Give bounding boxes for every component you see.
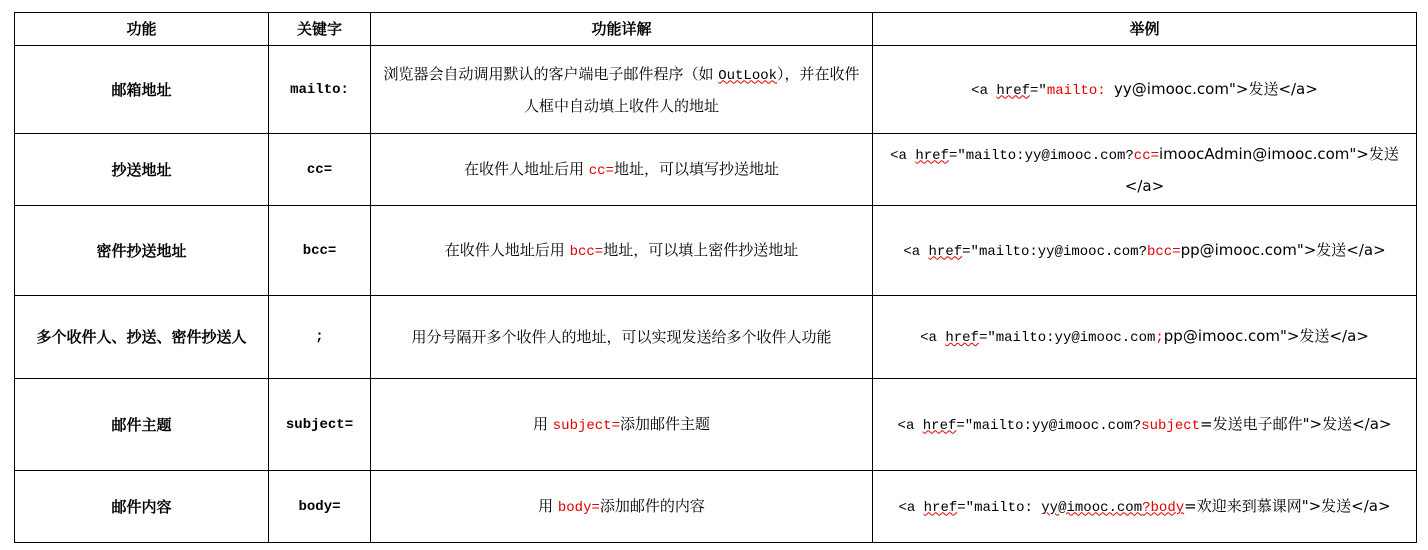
function-cell: 邮箱地址 [15,46,269,134]
text-segment: 在收件人地址后用 [463,159,589,178]
text-segment: <a [920,330,946,346]
header-row [15,13,1417,46]
text-segment: 地址，可以填上密件抄送地址 [603,240,799,259]
text-segment: =欢迎来到慕课网">发送</a> [1184,496,1391,515]
text-segment: href [945,330,979,346]
table-row [15,206,1417,296]
text-segment: href [922,417,957,434]
keyword-cell: bcc= [269,206,371,296]
text-segment: 地址，可以填写抄送地址 [613,159,779,178]
text-segment: 在收件人地址后用 [444,240,570,259]
text-segment: imoocAdmin@imooc.com">发送</a> [1124,144,1399,195]
description-cell [371,296,873,379]
description-cell [371,206,873,296]
text-segment: <a [971,82,997,99]
text-segment: pp@imooc.com">发送</a> [1163,327,1369,345]
mailto-reference-table [14,12,1417,543]
description-cell [371,471,873,543]
text-segment: href [996,82,1030,99]
table-row [15,471,1417,543]
text-segment: 添加邮件主题 [619,414,710,433]
highlighted-text: cc= [1133,147,1160,164]
text-segment: 添加邮件的内容 [599,496,705,515]
function-cell: 密件抄送地址 [15,206,269,296]
text-segment: 用分号隔开多个收件人的地址，可以实现发送给多个收件人功能 [411,328,832,346]
table-row [15,134,1417,206]
text-segment: ="mailto:yy@imooc.com? [962,243,1147,260]
example-cell [873,134,1417,206]
text-segment: pp@imooc.com">发送</a> [1180,240,1386,259]
example-cell [873,471,1417,543]
keyword-cell: cc= [269,134,371,206]
description-cell [371,46,873,134]
text-segment: ="mailto: [957,499,1042,516]
text-segment: OutLook [718,67,778,84]
header-keyword: 关键字 [269,13,371,46]
description-cell [371,379,873,471]
keyword-cell: ; [269,296,371,379]
text-segment: =" [1030,82,1047,99]
text-segment: <a [897,417,923,434]
keyword-cell: mailto: [269,46,371,134]
example-cell [873,206,1417,296]
example-cell [873,296,1417,379]
highlighted-text: subject= [552,417,620,434]
description-cell [371,134,873,206]
table-row [15,379,1417,471]
highlighted-text: mailto: [1046,82,1115,99]
text-segment: <a [898,499,924,516]
text-segment: yy@imooc.com [1041,499,1143,516]
highlighted-text: ?body [1142,499,1185,516]
text-segment: href [923,499,958,516]
text-segment: 浏览器会自动调用默认的客户端电子邮件程序（如 [383,64,719,83]
text-segment: ="mailto:yy@imooc.com [978,330,1156,346]
highlighted-text: cc= [588,162,614,179]
function-cell: 多个收件人、抄送、密件抄送人 [15,296,269,379]
keyword-cell: body= [269,471,371,543]
text-segment: =发送电子邮件">发送</a> [1200,414,1392,433]
text-segment: ="mailto:yy@imooc.com? [956,417,1142,434]
table-row [15,296,1417,379]
text-segment: 用 [538,496,558,515]
function-cell: 抄送地址 [15,134,269,206]
highlighted-text: ; [1155,330,1164,346]
header-description: 功能详解 [371,13,873,46]
header-example: 举例 [873,13,1417,46]
header-function: 功能 [15,13,269,46]
text-segment: href [915,147,949,164]
highlighted-text: body= [557,499,600,516]
highlighted-text: bcc= [1146,243,1181,260]
function-cell: 邮件内容 [15,471,269,543]
table-row [15,46,1417,134]
example-cell [873,379,1417,471]
text-segment: ="mailto:yy@imooc.com? [948,147,1134,164]
keyword-cell: subject= [269,379,371,471]
highlighted-text: bcc= [569,243,604,260]
highlighted-text: subject [1141,417,1201,434]
text-segment: 用 [532,414,553,433]
text-segment: yy@imooc.com">发送</a> [1114,79,1318,98]
function-cell: 邮件主题 [15,379,269,471]
text-segment: ），并在收件人框中自动填上收件人的地址 [523,64,860,115]
text-segment: <a [903,243,929,260]
text-segment: href [928,243,963,260]
example-cell [873,46,1417,134]
text-segment: <a [890,147,916,164]
